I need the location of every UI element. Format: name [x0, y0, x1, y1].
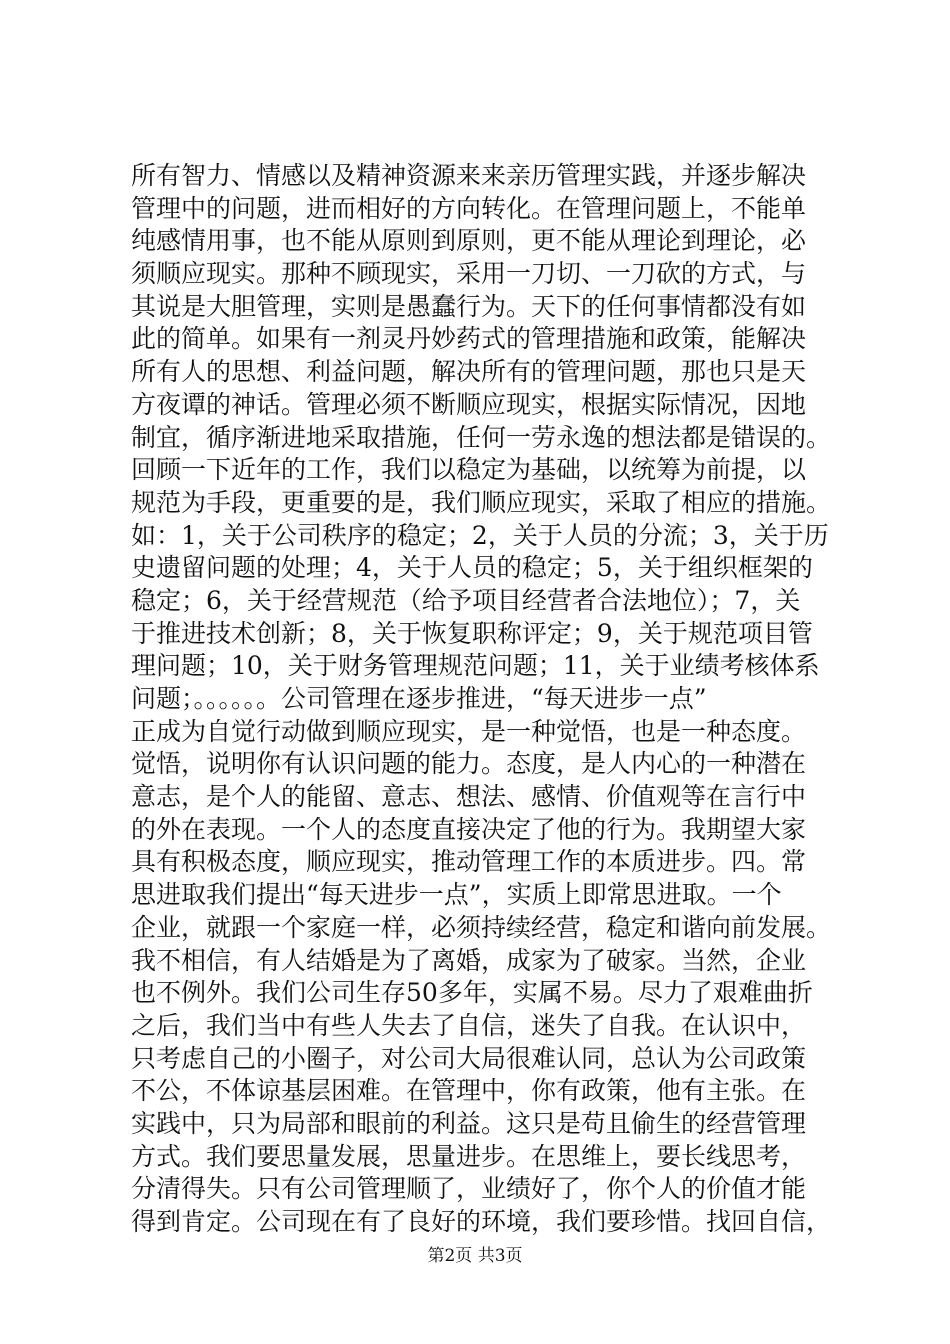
- text-line: 分清得失。只有公司管理顺了，业绩好了，你个人的价值才能: [131, 1174, 807, 1204]
- text-line: 须顺应现实。那种不顾现实，采用一刀切、一刀砍的方式，与: [131, 259, 807, 289]
- text-line: 史遗留问题的处理；4，关于人员的稳定；5，关于组织框架的: [131, 553, 813, 583]
- text-line: 此的简单。如果有一剂灵丹妙药式的管理措施和政策，能解决: [131, 324, 807, 354]
- text-line: 回顾一下近年的工作，我们以稳定为基础，以统筹为前提，以: [131, 455, 807, 485]
- text-line: 得到肯定。公司现在有了良好的环境，我们要珍惜。找回自信，: [131, 1207, 832, 1236]
- text-line: 理问题；10，关于财务管理规范问题；11，关于业绩考核体系: [131, 651, 820, 681]
- text-line: 制宜，循序渐进地采取措施，任何一劳永逸的想法都是错误的。: [131, 422, 832, 452]
- text-line: 不公，不体谅基层困难。在管理中，你有政策，他有主张。在: [131, 1076, 807, 1106]
- text-line: 实践中，只为局部和眼前的利益。这只是苟且偷生的经营管理: [131, 1108, 807, 1138]
- text-line: 纯感情用事，也不能从原则到原则，更不能从理论到理论，必: [131, 226, 807, 256]
- text-line: 只考虑自己的小圈子，对公司大局很难认同，总认为公司政策: [131, 1043, 807, 1073]
- text-line: 所有人的思想、利益问题，解决所有的管理问题，那也只是天: [131, 357, 807, 387]
- text-line: 具有积极态度，顺应现实，推动管理工作的本质进步。四。常: [131, 847, 807, 877]
- text-line: 所有智力、情感以及精神资源来来亲历管理实践，并逐步解决: [131, 161, 807, 190]
- body-text: [131, 160, 851, 1239]
- text-line: 觉悟，说明你有认识问题的能力。态度，是人内心的一种潜在: [131, 749, 807, 779]
- text-line: 正成为自觉行动做到顺应现实，是一种觉悟，也是一种态度。: [131, 716, 807, 746]
- text-line: 企业，就跟一个家庭一样，必须持续经营，稳定和谐向前发展。: [131, 912, 832, 942]
- text-line: 也不例外。我们公司生存50多年，实属不易。尽力了艰难曲折: [131, 978, 813, 1008]
- text-line: 之后，我们当中有些人失去了自信，迷失了自我。在认识中，: [131, 1010, 807, 1040]
- text-line: 方式。我们要思量发展，思量进步。在思维上，要长线思考，: [131, 1141, 807, 1171]
- text-line: 思进取我们提出“每天进步一点”，实质上即常思进取。一个: [131, 880, 782, 910]
- text-line: 如：1，关于公司秩序的稳定；2，关于人员的分流；3，关于历: [131, 520, 829, 550]
- text-line: 我不相信，有人结婚是为了离婚，成家为了破家。当然，企业: [131, 945, 807, 975]
- text-line: 问题；。。。。。。公司管理在逐步推进，“每天进步一点”: [131, 684, 707, 713]
- text-line: 意志，是个人的能留、意志、想法、感情、价值观等在言行中: [131, 782, 807, 812]
- text-line: 的外在表现。一个人的态度直接决定了他的行为。我期望大家: [131, 814, 807, 844]
- text-line: 其说是大胆管理，实则是愚蠢行为。天下的任何事情都没有如: [131, 291, 807, 321]
- text-line: 稳定；6，关于经营规范（给予项目经营者合法地位）；7，关: [131, 585, 801, 615]
- text-line: 于推进技术创新；8，关于恢复职称评定；9，关于规范项目管: [131, 618, 813, 648]
- text-line: 管理中的问题，进而相好的方向转化。在管理问题上，不能单: [131, 193, 807, 223]
- page-footer: 第2页 共3页: [427, 1246, 523, 1266]
- text-line: 方夜谭的神话。管理必须不断顺应现实，根据实际情况，因地: [131, 389, 807, 419]
- text-line: 规范为手段，更重要的是，我们顺应现实，采取了相应的措施。: [131, 487, 832, 517]
